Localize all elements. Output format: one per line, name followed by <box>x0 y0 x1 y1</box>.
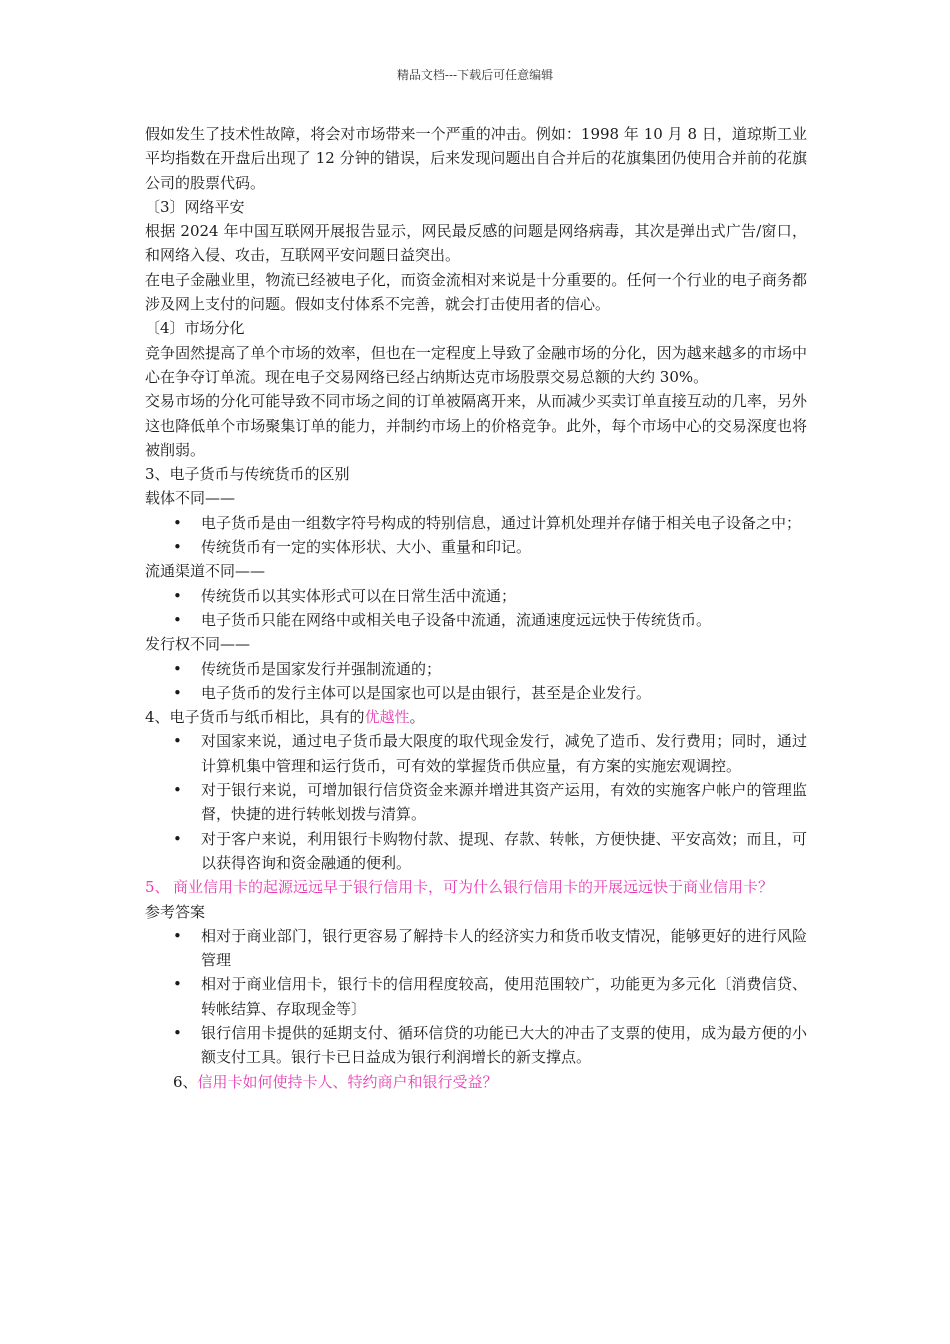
issue-label: 发行权不同—— <box>145 635 251 654</box>
bullet-icon: • <box>173 732 182 751</box>
highlight-superiority: 优越性 <box>364 708 410 727</box>
bullet-icon: • <box>173 1023 182 1042</box>
list-item: • 对国家来说，通过电子货币最大限度的取代现金发行，减免了造币、发行费用；同时，通过计算机集中管理和运行货币，可有效的掌握货币供应量，有方案的实施宏观调控。 <box>145 729 807 778</box>
page-header: 精品文档---下载后可任意编辑 <box>396 68 554 82</box>
carrier-label: 载体不同—— <box>145 489 236 508</box>
issue-list <box>145 657 807 706</box>
heading-market-fragmentation: 〔4〕市场分化 <box>145 319 245 338</box>
list-item: • 对于客户来说，利用银行卡购物付款、提现、存款、转帐，方便快捷、平安高效；而且，可以获得咨询和资金融通的便利。 <box>145 827 807 876</box>
paragraph-internet-report: 根据 2024 年中国互联网开展报告显示，网民最反感的问题是网络病毒，其次是弹出式广告/窗口，和网络入侵、攻击，互联网平安问题日益突出。 <box>145 222 807 265</box>
list-item: • 传统货币以其实体形式可以在日常生活中流通； <box>145 584 807 608</box>
list-item: • 电子货币是由一组数字符号构成的特别信息，通过计算机处理并存储于相关电子设备之中； <box>145 511 807 535</box>
heading-network-security: 〔3〕网络平安 <box>145 197 245 216</box>
bullet-icon: • <box>173 683 182 702</box>
section-5-question: 5、 商业信用卡的起源远远早于银行信用卡，可为什么银行信用卡的开展远远快于商业信用卡？ <box>145 878 774 897</box>
list-item: • 传统货币是国家发行并强制流通的； <box>145 657 807 681</box>
answer-label: 参考答案 <box>145 902 206 921</box>
list-item: • 电子货币只能在网络中或相关电子设备中流通，流通速度远远快于传统货币。 <box>145 608 807 632</box>
bullet-icon: • <box>173 975 182 994</box>
section-6-question: 6、信用卡如何使持卡人、特约商户和银行受益？ <box>173 1072 498 1091</box>
bullet-icon: • <box>173 781 182 800</box>
section-3-heading: 3、电子货币与传统货币的区别 <box>145 465 350 484</box>
superiority-list <box>145 729 807 875</box>
paragraph-tech-failure: 假如发生了技术性故障，将会对市场带来一个严重的冲击。例如：1998 年 10 月 8 日，道琼斯工业平均指数在开盘后出现了 12 分钟的错误，后来发现问题出自合并后的花旗集团仍使用合并前的花旗公司的股票代码。 <box>145 125 807 192</box>
list-item: • 相对于商业信用卡，银行卡的信用程度较高，使用范围较广，功能更为多元化〔消费信贷、转帐结算、存取现金等〕 <box>145 972 807 1021</box>
paragraph-e-finance: 在电子金融业里，物流已经被电子化，而资金流相对来说是十分重要的。任何一个行业的电子商务都涉及网上支付的问题。假如支付体系不完善，就会打击使用者的信心。 <box>145 270 807 314</box>
bullet-icon: • <box>173 926 182 945</box>
channel-list <box>145 584 807 633</box>
paragraph-order-isolation: 交易市场的分化可能导致不同市场之间的订单被隔离开来，从而减少买卖订单直接互动的几率，另外这也降低单个市场聚集订单的能力，并制约市场上的价格竞争。此外，每个市场中心的交易深度也将被削弱。 <box>145 392 807 459</box>
bullet-icon: • <box>173 659 182 678</box>
section-4-heading: 4、电子货币与纸币相比，具有的优越性。 <box>145 708 425 727</box>
list-item: • 相对于商业部门，银行更容易了解持卡人的经济实力和货币收支情况，能够更好的进行风险管理 <box>145 924 807 973</box>
carrier-list <box>145 511 807 560</box>
answer-list <box>145 924 807 1070</box>
paragraph-competition: 竞争固然提高了单个市场的效率，但也在一定程度上导致了金融市场的分化，因为越来越多的市场中心在争夺订单流。现在电子交易网络已经占纳斯达克市场股票交易总额的大约 30%。 <box>145 343 807 386</box>
list-item: • 电子货币的发行主体可以是国家也可以是由银行，甚至是企业发行。 <box>145 681 807 705</box>
bullet-icon: • <box>173 538 182 557</box>
list-item: • 对于银行来说，可增加银行信贷资金来源并增进其资产运用，有效的实施客户帐户的管理监督，快捷的进行转帐划拨与清算。 <box>145 778 807 827</box>
bullet-icon: • <box>173 829 182 848</box>
bullet-icon: • <box>173 513 182 532</box>
bullet-icon: • <box>173 586 182 605</box>
document-body <box>145 122 807 1094</box>
list-item: • 银行信用卡提供的延期支付、循环信贷的功能已大大的冲击了支票的使用，成为最方便的小额支付工具。银行卡已日益成为银行利润增长的新支撑点。 <box>145 1021 807 1070</box>
bullet-icon: • <box>173 610 182 629</box>
list-item: • 传统货币有一定的实体形状、大小、重量和印记。 <box>145 535 807 559</box>
channel-label: 流通渠道不同—— <box>145 562 266 581</box>
